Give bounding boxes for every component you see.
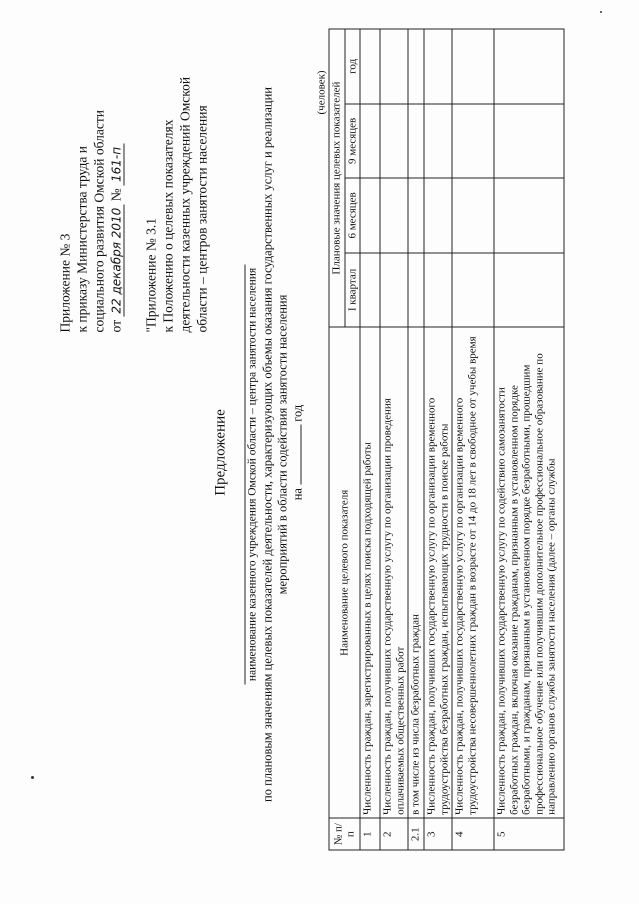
value-cell xyxy=(380,103,408,178)
value-cell xyxy=(452,178,494,253)
col-plan-header: Плановые значения целевых показателей xyxy=(329,29,345,327)
row-number: 5 xyxy=(494,818,564,850)
value-cell xyxy=(380,178,408,253)
value-cell xyxy=(494,29,564,104)
indicators-table xyxy=(328,28,564,850)
org-name-caption: наименование казенного учреждения Омской области – центра занятости населения xyxy=(244,264,258,684)
value-cell xyxy=(494,252,564,327)
value-cell xyxy=(452,29,494,104)
value-cell xyxy=(424,178,452,253)
value-cell xyxy=(380,29,408,104)
order-reference xyxy=(56,12,125,332)
scan-speck xyxy=(600,11,602,13)
order-date: 22 декабря 2010 xyxy=(109,204,124,316)
value-cell xyxy=(360,178,380,253)
value-cell xyxy=(424,252,452,327)
order-line-2: социального развития Омской области xyxy=(91,109,106,332)
row-number: 4 xyxy=(452,818,494,850)
order-date-line xyxy=(107,12,125,332)
value-cell xyxy=(360,29,380,104)
table-row xyxy=(408,29,424,850)
order-line-1: к приказу Министерства труда и xyxy=(74,145,89,332)
row-indicator-name: Численность граждан, получивших государственную услугу по содействию самозанятости безработных граждан, включая оказание гражданам, признанным в установленном порядке безработными, и гражданам, признанным в установленном порядке безработными, прошедшим профессиональное обучение или получившим дополнительное профессиональное образование по направлению органов службы занятости населения (далее – органы службы xyxy=(494,327,564,818)
appendix-3-1-label: "Приложение № 3.1 xyxy=(143,217,158,332)
row-indicator-name: в том числе из числа безработных граждан xyxy=(408,327,424,818)
scan-speck xyxy=(31,776,34,779)
regulation-line-2: деятельности казенных учреждений Омской xyxy=(177,76,192,332)
document-title: Предложение xyxy=(212,408,228,496)
col-name-header: Наименование целевого показателя xyxy=(329,327,360,818)
order-number-label: № xyxy=(108,187,123,201)
value-cell xyxy=(360,252,380,327)
regulation-line-1: к Положению о целевых показателях xyxy=(160,119,175,332)
year-prefix: на xyxy=(290,487,304,500)
value-cell xyxy=(408,29,424,104)
row-number: 1 xyxy=(360,818,380,850)
order-from-label: от xyxy=(108,319,123,332)
row-number: 2.1 xyxy=(408,818,424,850)
regulation-line-3: области – центров занятости населения xyxy=(194,104,209,332)
period-year-header: год xyxy=(344,29,360,104)
value-cell xyxy=(424,29,452,104)
value-cell xyxy=(494,178,564,253)
value-cell xyxy=(424,103,452,178)
unit-label: (человек) xyxy=(315,69,327,114)
year-suffix: год xyxy=(290,404,304,422)
regulation-reference xyxy=(142,12,210,332)
row-indicator-name: Численность граждан, получивших государственную услугу по организации временного трудоустройства несовершеннолетних граждан в возрасте от 14 до 18 лет в свободное от учебы время xyxy=(452,327,494,818)
table-row xyxy=(380,29,408,850)
order-number: 161-п xyxy=(109,143,124,184)
value-cell xyxy=(408,103,424,178)
table-row xyxy=(424,29,452,850)
col-number-header: № п/п xyxy=(329,818,360,850)
year-line xyxy=(290,0,305,904)
value-cell xyxy=(360,103,380,178)
table-row xyxy=(494,29,564,850)
value-cell xyxy=(452,103,494,178)
row-indicator-name: Численность граждан, получивших государственную услугу по организации временного трудоустройства безработных граждан, испытывающих трудности в поиске работы xyxy=(424,327,452,818)
period-6m-header: 6 месяцев xyxy=(344,178,360,253)
value-cell xyxy=(408,252,424,327)
value-cell xyxy=(380,252,408,327)
row-indicator-name: Численность граждан, получивших государственную услугу по организации проведения оплачиваемых общественных работ xyxy=(380,327,408,818)
period-q1-header: I квартал xyxy=(344,252,360,327)
value-cell xyxy=(408,178,424,253)
year-blank xyxy=(300,424,301,484)
row-number: 2 xyxy=(380,818,408,850)
value-cell xyxy=(452,252,494,327)
value-cell xyxy=(494,103,564,178)
appendix-label: Приложение № 3 xyxy=(57,233,72,332)
table-row xyxy=(452,29,494,850)
row-number: 3 xyxy=(424,818,452,850)
row-indicator-name: Численность граждан, зарегистрированных в целях поиска подходящей работы xyxy=(360,327,380,818)
period-9m-header: 9 месяцев xyxy=(344,103,360,178)
document-description: по плановым значениям целевых показателей деятельности, характеризующих объемы оказания государственных услуг и реализации мероприятий в области содействия занятости населения xyxy=(260,86,289,802)
table-row xyxy=(360,29,380,850)
